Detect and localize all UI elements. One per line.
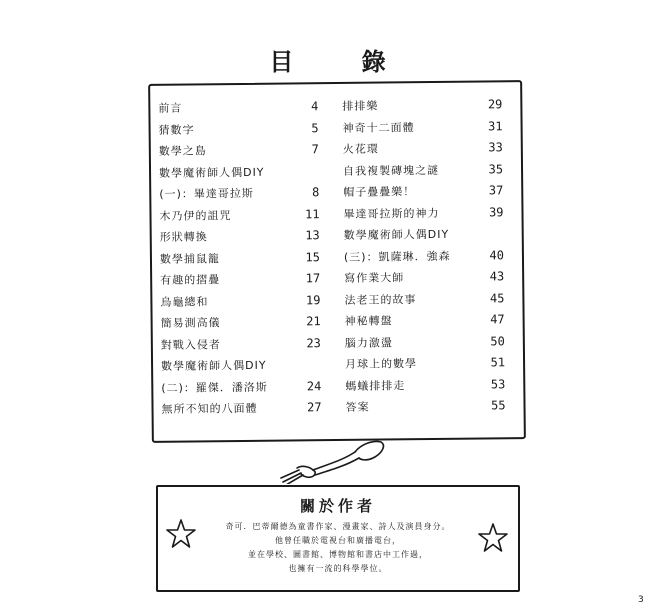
toc-entry-title: (一)：畢達哥拉斯 bbox=[159, 186, 254, 201]
toc-entry bbox=[161, 354, 321, 377]
toc-entry-page: 47 bbox=[490, 312, 505, 327]
toc-entry-page: 39 bbox=[488, 204, 504, 219]
toc-entry bbox=[344, 288, 504, 311]
toc-entry-title: 無所不知的八面體 bbox=[161, 401, 258, 416]
toc-entry-page: 4 bbox=[311, 99, 319, 114]
toc-entry bbox=[161, 333, 321, 356]
toc-entry-page: 21 bbox=[306, 314, 321, 329]
toc-entry-title: 帽子疊疊樂！ bbox=[343, 185, 416, 199]
toc-entry-title: 自我複製磚塊之謎 bbox=[342, 163, 440, 178]
toc-entry-page: 40 bbox=[489, 247, 505, 262]
toc-entry-title: 法老王的故事 bbox=[344, 292, 417, 307]
toc-entry-page: 31 bbox=[488, 118, 503, 133]
toc-entry-title: 螞蟻排排走 bbox=[345, 378, 406, 393]
toc-entry bbox=[159, 161, 319, 184]
star-icon bbox=[478, 523, 508, 553]
toc-entry bbox=[345, 374, 505, 397]
toc-entry bbox=[342, 94, 502, 117]
toc-entry-page: 50 bbox=[490, 333, 505, 348]
toc-entry-title: 畢達哥拉斯的神力 bbox=[343, 206, 440, 221]
toc-entry bbox=[159, 118, 319, 141]
toc-entry-title: 月球上的數學 bbox=[345, 357, 418, 371]
toc-entry-title: 神秘轉盤 bbox=[344, 314, 393, 328]
toc-entry-title: (三)：凱薩琳．強森 bbox=[343, 249, 451, 264]
toc-entry bbox=[159, 182, 319, 205]
toc-entry bbox=[161, 397, 321, 420]
toc-entry bbox=[342, 116, 502, 139]
toc-entry-title: 形狀轉換 bbox=[159, 230, 208, 244]
toc-entry bbox=[160, 268, 320, 291]
toc-entry-title: 腦力激盪 bbox=[344, 335, 393, 350]
toc-entry-title: 數學之島 bbox=[158, 144, 207, 158]
toc-entry-page: 55 bbox=[490, 398, 506, 413]
about-line: 他曾任職於電視台和廣播電台， bbox=[275, 536, 401, 545]
toc-entry-title: 前言 bbox=[158, 101, 183, 115]
toc-entry-page: 43 bbox=[489, 269, 505, 284]
toc-entry-page: 51 bbox=[490, 355, 506, 370]
star-icon bbox=[166, 519, 196, 549]
toc-entry-title: 有趣的摺疊 bbox=[160, 273, 221, 287]
toc-entry-page: 37 bbox=[488, 183, 504, 198]
toc-entry-page: 8 bbox=[311, 185, 320, 200]
about-line: 奇可．巴蒂爾德為童書作家、漫畫家、詩人及演員身分。 bbox=[225, 522, 451, 531]
toc-entry-page: 33 bbox=[488, 140, 503, 155]
toc-entry bbox=[345, 352, 505, 375]
toc-entry bbox=[343, 137, 503, 160]
toc-entry bbox=[161, 376, 321, 399]
toc-entry-title: 對戰入侵者 bbox=[160, 337, 221, 352]
toc-entry-page: 35 bbox=[488, 161, 504, 176]
table-of-contents bbox=[148, 80, 526, 443]
toc-entry-page: 15 bbox=[305, 249, 321, 264]
toc-right-column bbox=[342, 94, 505, 418]
toc-entry-title: 烏龜總和 bbox=[160, 294, 209, 309]
toc-entry bbox=[345, 331, 505, 354]
toc-entry-title: 數學魔術師人偶DIY bbox=[161, 358, 267, 373]
toc-entry bbox=[158, 96, 318, 119]
toc-entry-title: 火花環 bbox=[342, 142, 379, 156]
toc-entry-page: 29 bbox=[487, 97, 503, 112]
toc-entry-title: 答案 bbox=[345, 400, 370, 414]
toc-entry bbox=[160, 247, 320, 270]
toc-entry-title: 神奇十二面體 bbox=[342, 120, 415, 135]
page-number: 3 bbox=[638, 595, 644, 605]
toc-entry-title: 數學魔術師人偶DIY bbox=[158, 165, 265, 180]
toc-entry-title: 簡易測高儀 bbox=[160, 316, 221, 330]
page-title: 目 錄 bbox=[269, 47, 416, 76]
fork-illustration bbox=[277, 434, 387, 484]
toc-entry bbox=[343, 159, 503, 182]
toc-entry-page: 24 bbox=[306, 378, 322, 393]
toc-entry bbox=[160, 290, 320, 313]
toc-entry bbox=[345, 395, 505, 418]
toc-entry-page: 13 bbox=[305, 228, 320, 243]
toc-entry-page: 53 bbox=[490, 376, 506, 391]
toc-entry bbox=[160, 225, 320, 248]
toc-entry-page: 19 bbox=[305, 292, 321, 307]
about-author-title: 關於作者 bbox=[299, 497, 376, 515]
toc-entry-page: 11 bbox=[304, 206, 320, 221]
toc-entry-page: 45 bbox=[489, 290, 505, 305]
toc-entry bbox=[344, 266, 504, 289]
toc-entry-page: 5 bbox=[311, 120, 319, 135]
toc-entry-page: 23 bbox=[306, 335, 321, 350]
toc-entry-title: 猜數字 bbox=[158, 122, 195, 137]
toc-entry-page: 17 bbox=[305, 271, 321, 286]
toc-entry bbox=[344, 223, 504, 246]
toc-entry-page: 7 bbox=[311, 142, 319, 157]
toc-entry-title: 數學魔術師人偶DIY bbox=[343, 227, 450, 242]
toc-entry bbox=[161, 311, 321, 334]
toc-entry bbox=[343, 180, 503, 203]
toc-entry-title: 數學捕鼠籠 bbox=[159, 251, 221, 266]
toc-entry bbox=[345, 309, 505, 332]
toc-entry-title: 寫作業大師 bbox=[344, 271, 405, 285]
about-line: 也擁有一流的科學學位。 bbox=[288, 564, 388, 573]
toc-entry-title: 木乃伊的詛咒 bbox=[159, 208, 232, 223]
toc-entry bbox=[159, 139, 319, 162]
about-author-box bbox=[156, 485, 520, 592]
about-line: 並在學校、圖書館、博物館和書店中工作過， bbox=[248, 550, 428, 559]
toc-entry bbox=[159, 204, 319, 227]
toc-entry-title: 排排樂 bbox=[342, 99, 379, 113]
toc-entry bbox=[343, 202, 503, 225]
toc-entry-page: 27 bbox=[306, 400, 322, 415]
toc-entry bbox=[344, 245, 504, 268]
toc-entry-title: (二)：羅傑．潘洛斯 bbox=[161, 380, 268, 395]
toc-left-column bbox=[158, 96, 321, 420]
